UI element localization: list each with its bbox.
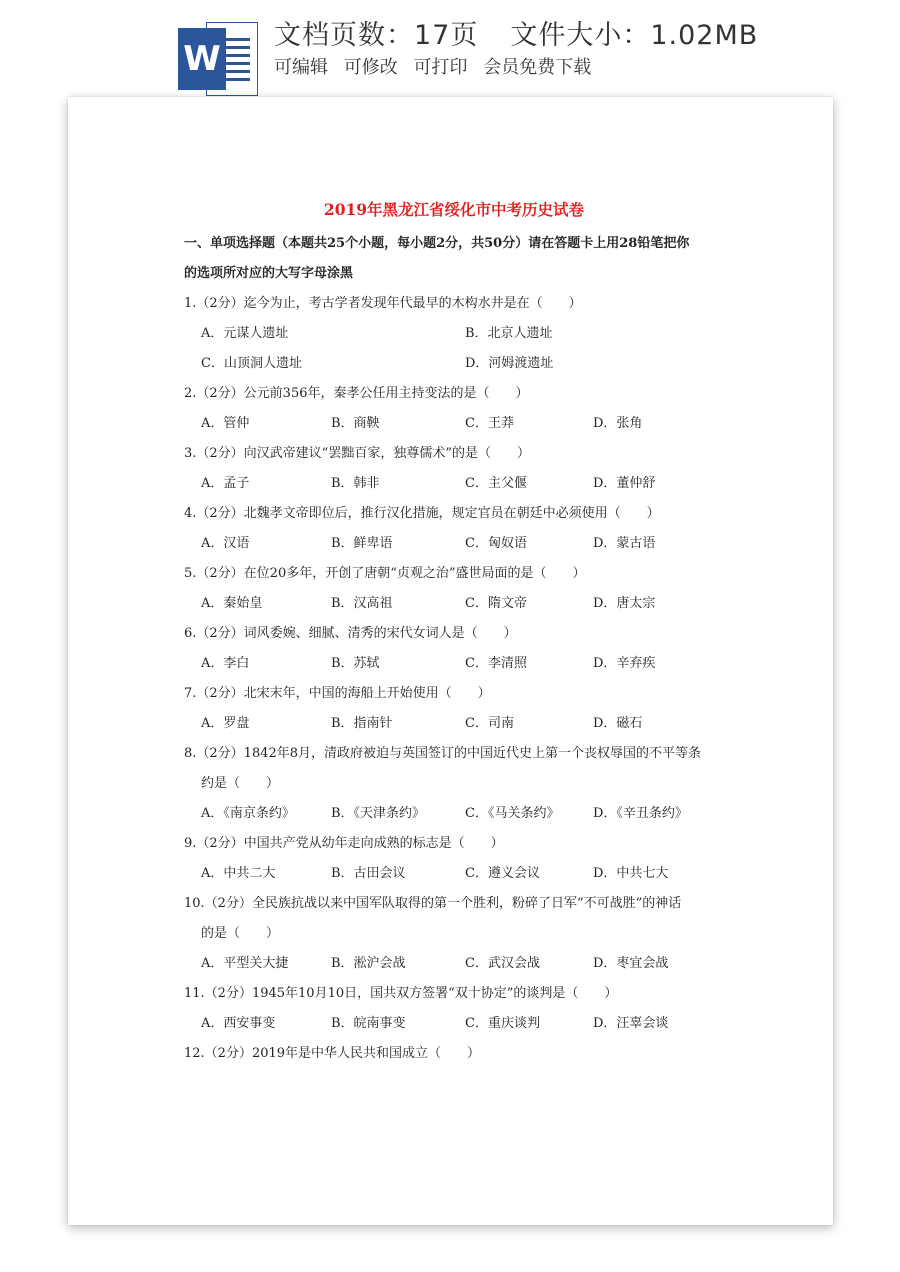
option-a: A．西安事变 bbox=[201, 1016, 276, 1031]
file-info-title bbox=[274, 18, 758, 54]
option-b: B．皖南事变 bbox=[331, 1016, 406, 1031]
feature-list bbox=[274, 55, 601, 81]
option-c: C．主父偃 bbox=[465, 476, 527, 491]
question-6-options bbox=[184, 649, 724, 679]
exam-title: 2019年黑龙江省绥化市中考历史试卷 bbox=[323, 200, 585, 219]
option-c: C．隋文帝 bbox=[465, 596, 527, 611]
option-c: C．武汉会战 bbox=[465, 956, 540, 971]
option-d: D．中共七大 bbox=[593, 866, 669, 881]
question-3-options bbox=[184, 469, 724, 499]
option-d: D．汪辜会谈 bbox=[593, 1016, 669, 1031]
option-d: D．磁石 bbox=[593, 716, 643, 731]
option-d: D．河姆渡遗址 bbox=[465, 356, 554, 371]
feature-printable: 可打印 bbox=[413, 57, 468, 78]
option-b: B．《天津条约》 bbox=[331, 806, 426, 821]
question-5: 5.（2分）在位20多年，开创了唐朝“贞观之治”盛世局面的是（ ） bbox=[184, 566, 586, 581]
option-b: B．商鞅 bbox=[331, 416, 380, 431]
option-d: D．《辛丑条约》 bbox=[593, 806, 688, 821]
question-9-options bbox=[184, 859, 724, 889]
option-a: A．孟子 bbox=[201, 476, 250, 491]
question-10: 10.（2分）全民族抗战以来中国军队取得的第一个胜利，粉碎了日军“不可战胜”的神话 bbox=[184, 896, 682, 911]
option-c: C．司南 bbox=[465, 716, 514, 731]
feature-editable: 可编辑 bbox=[274, 57, 328, 78]
option-d: D．蒙古语 bbox=[593, 536, 656, 551]
section-heading-line-2: 的选项所对应的大写字母涂黑 bbox=[184, 266, 354, 281]
option-a: A．罗盘 bbox=[201, 716, 250, 731]
word-logo-letter: W bbox=[178, 28, 226, 90]
option-c: C．李清照 bbox=[465, 656, 527, 671]
question-8: 8.（2分）1842年8月，清政府被迫与英国签订的中国近代史上第一个丧权辱国的不平等条 bbox=[184, 746, 702, 761]
feature-modifiable: 可修改 bbox=[343, 57, 398, 78]
option-a: A．汉语 bbox=[201, 536, 250, 551]
question-5-options bbox=[184, 589, 724, 619]
question-4-options bbox=[184, 529, 724, 559]
question-10-continuation bbox=[184, 919, 724, 949]
option-b: B．苏轼 bbox=[331, 656, 380, 671]
option-c: C．重庆谈判 bbox=[465, 1016, 540, 1031]
word-document-icon bbox=[178, 22, 258, 96]
question-4: 4.（2分）北魏孝文帝即位后，推行汉化措施，规定官员在朝廷中必须使用（ ） bbox=[184, 506, 660, 521]
question-8-continuation-text: 约是（ ） bbox=[201, 776, 280, 791]
option-b: B．北京人遗址 bbox=[465, 326, 553, 341]
question-8-options bbox=[184, 799, 724, 829]
question-7-options bbox=[184, 709, 724, 739]
question-3: 3.（2分）向汉武帝建议“罢黜百家，独尊儒术”的是（ ） bbox=[184, 446, 530, 461]
question-11-options bbox=[184, 1009, 724, 1039]
option-a: A．秦始皇 bbox=[201, 596, 263, 611]
question-11: 11.（2分）1945年10月10日，国共双方签署“双十协定”的谈判是（ ） bbox=[184, 986, 618, 1001]
question-2: 2.（2分）公元前356年，秦孝公任用主持变法的是（ ） bbox=[184, 386, 529, 401]
section-heading-line-1: 一、单项选择题（本题共25个小题，每小题2分，共50分）请在答题卡上用28铅笔把你 bbox=[184, 236, 690, 251]
file-size: 文件大小：1.02MB bbox=[510, 20, 759, 51]
question-7: 7.（2分）北宋末年，中国的海船上开始使用（ ） bbox=[184, 686, 491, 701]
option-c: C．匈奴语 bbox=[465, 536, 527, 551]
question-10-options bbox=[184, 949, 724, 979]
option-c: C．《马关条约》 bbox=[465, 806, 560, 821]
option-a: A．平型关大捷 bbox=[201, 956, 289, 971]
option-d: D．张角 bbox=[593, 416, 643, 431]
option-b: B．韩非 bbox=[331, 476, 380, 491]
option-d: D．唐太宗 bbox=[593, 596, 656, 611]
option-c: C．遵义会议 bbox=[465, 866, 540, 881]
question-1: 1.（2分）迄今为止，考古学者发现年代最早的木构水井是在（ ） bbox=[184, 296, 582, 311]
question-1-options-row-2 bbox=[184, 349, 724, 379]
question-6: 6.（2分）词风委婉、细腻、清秀的宋代女词人是（ ） bbox=[184, 626, 517, 641]
option-a: A．李白 bbox=[201, 656, 250, 671]
option-c: C．王莽 bbox=[465, 416, 514, 431]
option-b: B．汉高祖 bbox=[331, 596, 393, 611]
option-b: B．指南针 bbox=[331, 716, 393, 731]
page-count: 文档页数：17页 bbox=[274, 20, 479, 51]
question-1-options-row-1 bbox=[184, 319, 724, 349]
question-12: 12.（2分）2019年是中华人民共和国成立（ ） bbox=[184, 1046, 481, 1061]
option-b: B．古田会议 bbox=[331, 866, 406, 881]
option-c: C．山顶洞人遗址 bbox=[201, 356, 302, 371]
question-8-continuation bbox=[184, 769, 724, 799]
feature-member-download: 会员免费下载 bbox=[483, 57, 592, 78]
question-9: 9.（2分）中国共产党从幼年走向成熟的标志是（ ） bbox=[184, 836, 504, 851]
question-2-options bbox=[184, 409, 724, 439]
option-b: B．淞沪会战 bbox=[331, 956, 406, 971]
option-a: A．管仲 bbox=[201, 416, 250, 431]
question-10-continuation-text: 的是（ ） bbox=[201, 926, 280, 941]
option-d: D．董仲舒 bbox=[593, 476, 656, 491]
option-d: D．枣宜会战 bbox=[593, 956, 669, 971]
document-page bbox=[68, 97, 833, 1225]
option-a: A．中共二大 bbox=[201, 866, 276, 881]
document-content bbox=[184, 195, 724, 1069]
option-a: A．元谋人遗址 bbox=[201, 326, 289, 341]
option-d: D．辛弃疾 bbox=[593, 656, 656, 671]
option-b: B．鲜卑语 bbox=[331, 536, 393, 551]
option-a: A．《南京条约》 bbox=[201, 806, 295, 821]
